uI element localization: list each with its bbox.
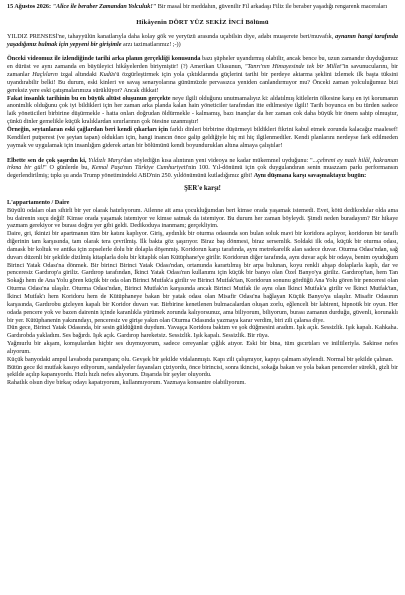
date-label: 15 Ağustos 2026: [7, 4, 52, 10]
text-run: farklı dinleri birbirine düşürmeyi bildikleri fikrini kabul etmek zorunda kalacağız maalesef! Kendileri putperest (ve şeytan tapan) oldukları için, hangi inancın önce galip geldiğiyle hiç mi hiç ilgilenmediler. Kendi planlarını nerdeyse fark edilmeden yaymak ve uygulamak için insanlığım giderek artan bir bölümünü kendi boyunduruklan altına almaya çalıştılar! [7, 126, 398, 149]
video-paragraph [7, 56, 398, 95]
text-run: in savunucularını, bir zamanlar [7, 64, 399, 79]
bold-run: Elbette sen de çok şaşırdın ki, [7, 157, 89, 164]
italic-run: Kudüs [99, 72, 116, 79]
bold-run: Örneğin, seytanlaran eski çağlardan beri kendi çıkarları için [7, 126, 169, 133]
text-run: neye ilgili olduğunu unutmamalıyız ki: aldatılmış kitlelerin ölkesine karşı en iyi korumanın anonimlik olduğunu çok iyi bildikleri için her zaman arka planda kalan hain yöneticiler tarafından itte edilmesiye ilgili! Tarih boyunca en bu türden sadece laik yöneticileri birbirine düşürmekle - hatta onları doğrudan öldürmekle - kalmamış, bazı inançlar da her zaman cok daha büyük bir önem sahip olmuştur, çünkü dinler gemelikle küçük kralıklardan sınırlarının çok ötesine uzanmıştır! [7, 95, 398, 126]
text-run: izgal altındaki [57, 72, 100, 79]
emphasis-run: aynanın hangi tarafında yaşadığımız bulmak için yepyeni bir girişimle [7, 33, 398, 48]
italic-run: ...çehreni ey nazlı hilâl, hakraman irkma bir gül! [7, 157, 398, 172]
text-run: bazı şüpheler uyandırmış olabilir, ancak bence bu, uzun zamandır duyduğumuz en dürüst ve aynı zamanda en büyüleyici hikâyelerden biriymiştir! (?) Amerikan Ulusunun, [7, 56, 398, 71]
text-run: arzı tazimatlarımız! ;-)) [121, 41, 181, 48]
text-run: 'nin 100. Yıl-dönümü için çok duygulandıran senin muazzam parkı performansın degerlendirilmiş; tıpkı şu anda Trump yönetimindeki ABD'nin 250. yıldönümünü kutladığımız gibi! [7, 165, 398, 180]
body-paragraph: Yağmurlu bir akşam, komşulardan hiçbir ses duymuyorum, sadece cereyanlar çığlık atıyor. Eski bir bina, tüm gıcırtıları ve iniltileriyla. Sakinse nefes alıyorum. [7, 341, 398, 355]
text-run: YILDIZ PRENSESİ'ne, tahayyülün kanatlarıyla daha kolay gök ve yeryüzü arasında uçabilsin diye, adabı muaşerete beri/muvafık, [7, 33, 336, 40]
section-title: L'appartamento / Daire [7, 199, 70, 206]
italic-run: Yıldızlı Marşı [88, 157, 123, 164]
bold-run: Önceki videomuz ile izlendiğinde tarihi arka planın gerçekliği konusunda [7, 56, 201, 63]
body-paragraph: Dün gece, Birinci Yatak Odasında, bir sesin güldüğünü duydum. Yavaşça Koridora baktım ve şok düğmesini aradım. Işık açık. Sessizlik. Işık kapalı. Kahkaha. Gardırobda yakladım. Ses bağırdı. Işık açık. Gardırop hareketsiz. Sessizlik. Işık kapalı. Sessizlik. Bir rüya. [7, 325, 398, 340]
body-paragraph: Rahatlık olsun diye birkaç odayı kapatıyorum, kullanmıyorum. Yazmaya konsantre olabiliyorum. [7, 380, 246, 387]
text-run: 'nın [122, 165, 135, 172]
text-run: " O günlerde bu, [44, 165, 92, 172]
italic-run: Haçlıların [32, 72, 58, 79]
body-paragraph: Büyülü odaları olan sihirli bir yer olarak hatırlıyorum. Ailenne ait ama çocukluğumdan beri kimse orada yaşamak istemedi. Evet, kötü dedikodular olda ama bu dairenin suçu değil! Kimse orada yaşamak istemiyor ve kimse satmak da istemiyor. Bu durum her zaman böyleydi. Şimdi neden buradayım? Bir hikaye yazmam gerekiyor ve burası doğru yer gibi geldi. Dedikoduya inanmam; gerçekliyim. [7, 207, 398, 230]
text-run: 'ü özgürleştirmek için yola çıktıklarında güçlerini tarihi bir perdeye aktarma şeklini izlemek ilk başta tüksini uyandırabilir belki! Bu durum, eski kinleri ve savaş senaryolarına günümüzde pervasızca yeniden canlandırmıyor mu? Önceki zaman yolculuğumuz bizi gereksiz yere eski çatışmalarımıza sürüklüyor? Ancak dikkat! [7, 72, 398, 94]
text-run: 'dan söylediğin kısa alıntının yeni videoya ne kadar mükemmel uyduğunu: " [122, 157, 313, 164]
story-quote: "Alice ile beraber Zamandan Yolculuk!" [52, 4, 157, 10]
history-paragraph [7, 96, 398, 127]
body-paragraph: Daire, gri, ikinizi bir apartmanın tüm bir katını kaplıyor. Giriş, aydınlık bir oturma odasında son bulan soluk mavi bir koridora açılıyor, koridorun bir taraflı diğerinin tam karşısında, tam olarak tera çevrilmiş. İlk bakta göz şaşırıyor. Biraz baş dönmesi, biraz sersemlik. Soldaki ilk oda, küçük bir oturma odası, damask bir koltuk ve antika için zıpselerle dolu bir dolapla döşenmiş. Koridorun karşı tarafında, aynı metrekarelik alan sadece duvar. Oturma Odası'ndan, sağ duvarı düzenli bir şekilde dizilmiş kitaplarla dolu bir kitaplık olan Kütüphane'ye girilir. Koridorun diğer tarafında, aynı duvar açık bir odaya, benim oyuduğum Birinci Yatak Odası'na dönmek. Bir birinci Birinci Yatak Odası'ndan, ortamında karartılmış bir arpa bulunan, koyu renkli ahşap dolaplarla kaplı, dar ve penceresiz Gardırop'a giriliz. Gardırop tarafından, İkinci Yatak Odası'nın kullanımı için küçük bir banyo olan Özel Banyo'ya giriliz. Gardırop'tan, hem Tan Sokağı hem de Ana Yolu gören küçük bir oda olan Birinci Mutfak'a girilir ve Birinci Mutfak'tan, Koridorun sonunu gördüğü Ana Yolu gören bir penceresi olan Oturma Odası'na ulaşılır. Oturma Odası'ndan, Birinci Mutfak'ın karşısında ancak Birinci Mutfak ile aynı olan İkinci Mutfak'a girilir ve İkinci Mutfak'tan, İkinci Mutfak'ı hem Koridoru hem de Kütüphaneye bakan bir yatak odası olan Misafir Odası'na bağlayan Küçük Banyo'ya ulaşılır. Misafir Odasının karşısında, Gardırobu gizleyen kapalı bir Koridor duvarı var. Birbirine kenetlenen bulmacalardan oluşan zorlu, eğlenceli bir labirent, hipnotik bir oyun. Her odada pencere yok ve bazen dairenin içinde karanlıkla yürümek zorunda kalıyorsunuz, ama biliyorum, biliyorum, burası zamanın durduğu, güvenli, korunaklı bir yer. Kütüphanenin yakınındayı, penceresiz ve girişe yakın olan Oturma Odasında yazmaya karar verdim, biri zili çalarsa diye. [7, 231, 398, 324]
italic-run: Türkiye Cumhuriyeti [134, 165, 188, 172]
intro-paragraph [7, 4, 398, 12]
rulers-paragraph [7, 127, 398, 151]
intro-text: Bir masal bir meddahın, güvenilir Fil arkadaşı Filiz ile beraber yaşadığı rengarenk maceraları [156, 4, 388, 10]
dedication-paragraph [7, 34, 398, 50]
ser-heading: ŞER'e karşı! [184, 185, 221, 193]
body-paragraph: Bütün gece iki mutfak kasıyo ediyorum, sandalyeler fayansları çiziyordu, önce birincisi, sonra ikincisi, sokağa bakan ve yola bakan pencereler sürekli, gizli bir şekilde açılıp kapanıyordu. Hızlı hızlı nefes alıyorum. Dışarıda bir şeyler oluyordu. [7, 364, 398, 379]
bold-run: Fakat insanlık tarihinin bu en büyük altüst oluşunun gerçekte [7, 95, 171, 102]
italic-run: "Tanrı'nın Himayesinde tek bir Millet" [244, 64, 344, 71]
bold-run: Aynı düşmana karşı savaşmaktayız bugün: [253, 173, 367, 180]
anthem-paragraph [7, 158, 398, 182]
italic-run: Kemal Paşa [91, 165, 123, 172]
story-title: Hikâyenin DÖRT YÜZ SEKİZ İNCİ Bölümü [136, 18, 269, 26]
body-paragraph: Küçük banyodaki ampul lavabodu parampanç olu. Gevşek bir şekilde vidalanmıştı. Kapı zili çalışmıyor, kapıyı çalmam söylendi. Normal bir şekilde çalınan. [7, 356, 394, 363]
